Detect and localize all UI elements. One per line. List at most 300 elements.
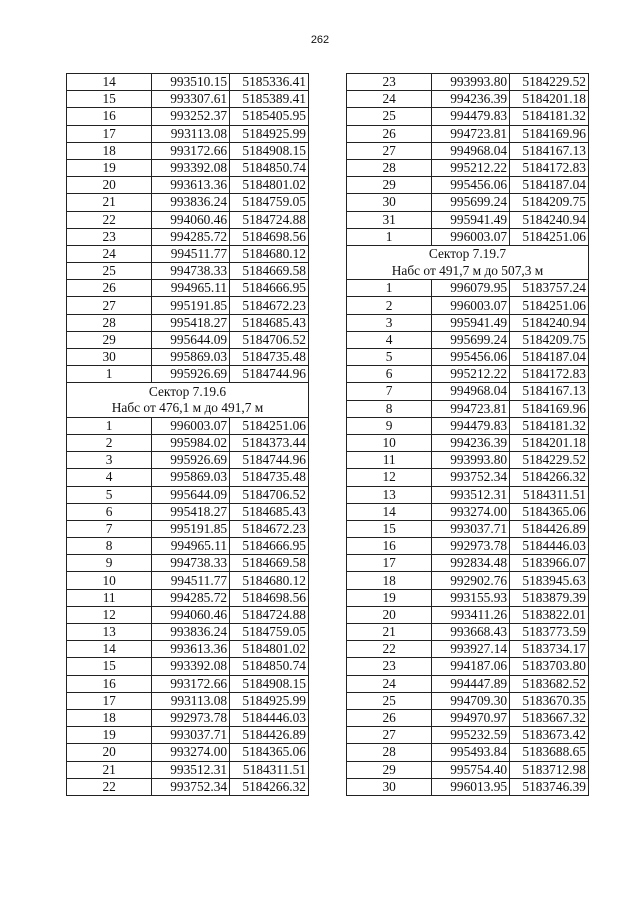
table-row xyxy=(67,572,309,589)
y-coordinate: 5184925.99 xyxy=(230,692,309,709)
table-row xyxy=(347,675,589,692)
x-coordinate: 993172.66 xyxy=(152,675,230,692)
table-row xyxy=(347,641,589,658)
table-row xyxy=(67,658,309,675)
table-row xyxy=(67,263,309,280)
x-coordinate: 994060.46 xyxy=(152,606,230,623)
table-row xyxy=(347,159,589,176)
y-coordinate: 5183773.59 xyxy=(510,624,589,641)
x-coordinate: 994187.06 xyxy=(432,658,510,675)
y-coordinate: 5185389.41 xyxy=(230,91,309,108)
x-coordinate: 994479.83 xyxy=(432,417,510,434)
point-number: 5 xyxy=(347,349,432,366)
y-coordinate: 5183746.39 xyxy=(510,778,589,795)
table-row xyxy=(347,142,589,159)
table-row xyxy=(347,91,589,108)
x-coordinate: 993307.61 xyxy=(152,91,230,108)
table-row xyxy=(347,589,589,606)
y-coordinate: 5184266.32 xyxy=(230,778,309,795)
y-coordinate: 5184167.13 xyxy=(510,383,589,400)
y-coordinate: 5184251.06 xyxy=(230,417,309,434)
sector-range: Набс от 491,7 м до 507,3 м xyxy=(347,263,589,280)
table-row xyxy=(67,503,309,520)
table-row xyxy=(67,709,309,726)
point-number: 12 xyxy=(67,606,152,623)
table-row xyxy=(347,658,589,675)
x-coordinate: 993392.08 xyxy=(152,159,230,176)
point-number: 12 xyxy=(347,469,432,486)
y-coordinate: 5184266.32 xyxy=(510,469,589,486)
y-coordinate: 5184172.83 xyxy=(510,159,589,176)
rows-top xyxy=(347,74,589,246)
y-coordinate: 5184251.06 xyxy=(510,228,589,245)
table-row xyxy=(67,538,309,555)
point-number: 1 xyxy=(347,228,432,245)
x-coordinate: 993512.31 xyxy=(432,486,510,503)
y-coordinate: 5184167.13 xyxy=(510,142,589,159)
table-row xyxy=(347,211,589,228)
x-coordinate: 993927.14 xyxy=(432,641,510,658)
x-coordinate: 994968.04 xyxy=(432,142,510,159)
point-number: 8 xyxy=(347,400,432,417)
table-row xyxy=(347,452,589,469)
table-row xyxy=(347,520,589,537)
table-row xyxy=(347,692,589,709)
y-coordinate: 5184426.89 xyxy=(230,727,309,744)
x-coordinate: 995191.85 xyxy=(152,297,230,314)
x-coordinate: 993155.93 xyxy=(432,589,510,606)
table-row xyxy=(67,692,309,709)
point-number: 19 xyxy=(347,589,432,606)
y-coordinate: 5183670.35 xyxy=(510,692,589,709)
y-coordinate: 5184311.51 xyxy=(510,486,589,503)
y-coordinate: 5184698.56 xyxy=(230,589,309,606)
point-number: 24 xyxy=(67,245,152,262)
x-coordinate: 994970.97 xyxy=(432,709,510,726)
y-coordinate: 5184925.99 xyxy=(230,125,309,142)
x-coordinate: 995644.09 xyxy=(152,331,230,348)
x-coordinate: 995699.24 xyxy=(432,194,510,211)
table-row xyxy=(347,606,589,623)
x-coordinate: 995699.24 xyxy=(432,331,510,348)
x-coordinate: 993274.00 xyxy=(152,744,230,761)
rows-top xyxy=(67,74,309,383)
rows-bottom xyxy=(347,280,589,796)
rows-bottom xyxy=(67,417,309,795)
table-row xyxy=(67,349,309,366)
y-coordinate: 5184209.75 xyxy=(510,194,589,211)
table-row xyxy=(67,641,309,658)
table-row xyxy=(67,589,309,606)
point-number: 22 xyxy=(67,778,152,795)
point-number: 9 xyxy=(67,555,152,572)
y-coordinate: 5184446.03 xyxy=(230,709,309,726)
point-number: 23 xyxy=(347,74,432,91)
table-row xyxy=(67,778,309,795)
y-coordinate: 5184801.02 xyxy=(230,177,309,194)
y-coordinate: 5184201.18 xyxy=(510,434,589,451)
point-number: 23 xyxy=(67,228,152,245)
point-number: 30 xyxy=(347,194,432,211)
table-row xyxy=(347,572,589,589)
y-coordinate: 5185336.41 xyxy=(230,74,309,91)
y-coordinate: 5184672.23 xyxy=(230,297,309,314)
x-coordinate: 995212.22 xyxy=(432,366,510,383)
y-coordinate: 5184169.96 xyxy=(510,125,589,142)
point-number: 15 xyxy=(347,520,432,537)
point-number: 16 xyxy=(347,538,432,555)
point-number: 20 xyxy=(67,177,152,194)
x-coordinate: 995926.69 xyxy=(152,452,230,469)
y-coordinate: 5184706.52 xyxy=(230,331,309,348)
table-row xyxy=(347,434,589,451)
table-row xyxy=(347,177,589,194)
x-coordinate: 995493.84 xyxy=(432,744,510,761)
y-coordinate: 5184666.95 xyxy=(230,280,309,297)
table-row xyxy=(67,727,309,744)
y-coordinate: 5183966.07 xyxy=(510,555,589,572)
table-row xyxy=(67,366,309,383)
x-coordinate: 996003.07 xyxy=(432,228,510,245)
table-row xyxy=(67,520,309,537)
table-row xyxy=(67,331,309,348)
table-row xyxy=(347,74,589,91)
x-coordinate: 994511.77 xyxy=(152,245,230,262)
y-coordinate: 5184229.52 xyxy=(510,74,589,91)
table-row xyxy=(347,486,589,503)
point-number: 29 xyxy=(67,331,152,348)
y-coordinate: 5184365.06 xyxy=(510,503,589,520)
table-row xyxy=(67,452,309,469)
point-number: 24 xyxy=(347,91,432,108)
y-coordinate: 5184759.05 xyxy=(230,624,309,641)
y-coordinate: 5184744.96 xyxy=(230,452,309,469)
point-number: 16 xyxy=(67,675,152,692)
y-coordinate: 5183667.32 xyxy=(510,709,589,726)
point-number: 27 xyxy=(67,297,152,314)
y-coordinate: 5184669.58 xyxy=(230,555,309,572)
x-coordinate: 995941.49 xyxy=(432,314,510,331)
table-row xyxy=(67,280,309,297)
x-coordinate: 994285.72 xyxy=(152,589,230,606)
x-coordinate: 995754.40 xyxy=(432,761,510,778)
point-number: 11 xyxy=(347,452,432,469)
x-coordinate: 994965.11 xyxy=(152,280,230,297)
point-number: 17 xyxy=(347,555,432,572)
y-coordinate: 5184698.56 xyxy=(230,228,309,245)
point-number: 26 xyxy=(347,709,432,726)
y-coordinate: 5184801.02 xyxy=(230,641,309,658)
y-coordinate: 5185405.95 xyxy=(230,108,309,125)
point-number: 14 xyxy=(347,503,432,520)
point-number: 20 xyxy=(347,606,432,623)
point-number: 10 xyxy=(67,572,152,589)
y-coordinate: 5184240.94 xyxy=(510,211,589,228)
x-coordinate: 993993.80 xyxy=(432,74,510,91)
y-coordinate: 5184724.88 xyxy=(230,606,309,623)
coordinates-table-left xyxy=(66,73,309,796)
table-row xyxy=(347,727,589,744)
table-row xyxy=(67,211,309,228)
x-coordinate: 992834.48 xyxy=(432,555,510,572)
y-coordinate: 5184187.04 xyxy=(510,177,589,194)
table-row xyxy=(347,297,589,314)
point-number: 27 xyxy=(347,142,432,159)
y-coordinate: 5184169.96 xyxy=(510,400,589,417)
point-number: 23 xyxy=(347,658,432,675)
point-number: 22 xyxy=(347,641,432,658)
point-number: 7 xyxy=(347,383,432,400)
table-row xyxy=(67,417,309,434)
page-number: 262 xyxy=(310,34,330,46)
x-coordinate: 994738.33 xyxy=(152,263,230,280)
point-number: 2 xyxy=(347,297,432,314)
point-number: 6 xyxy=(67,503,152,520)
x-coordinate: 994968.04 xyxy=(432,383,510,400)
y-coordinate: 5183879.39 xyxy=(510,589,589,606)
x-coordinate: 995418.27 xyxy=(152,314,230,331)
point-number: 26 xyxy=(347,125,432,142)
y-coordinate: 5184240.94 xyxy=(510,314,589,331)
x-coordinate: 993836.24 xyxy=(152,624,230,641)
x-coordinate: 993510.15 xyxy=(152,74,230,91)
y-coordinate: 5184373.44 xyxy=(230,434,309,451)
sector-range: Набс от 476,1 м до 491,7 м xyxy=(67,400,309,417)
table-row xyxy=(67,159,309,176)
x-coordinate: 996013.95 xyxy=(432,778,510,795)
y-coordinate: 5184426.89 xyxy=(510,520,589,537)
x-coordinate: 994479.83 xyxy=(432,108,510,125)
table-row xyxy=(347,778,589,795)
point-number: 10 xyxy=(347,434,432,451)
point-number: 29 xyxy=(347,761,432,778)
x-coordinate: 993993.80 xyxy=(432,452,510,469)
point-number: 24 xyxy=(347,675,432,692)
table-row xyxy=(347,108,589,125)
coordinates-table-right xyxy=(346,73,589,796)
y-coordinate: 5184251.06 xyxy=(510,297,589,314)
y-coordinate: 5184680.12 xyxy=(230,572,309,589)
y-coordinate: 5184446.03 xyxy=(510,538,589,555)
y-coordinate: 5183688.65 xyxy=(510,744,589,761)
table-row xyxy=(67,624,309,641)
table-row xyxy=(67,761,309,778)
x-coordinate: 994447.89 xyxy=(432,675,510,692)
y-coordinate: 5184735.48 xyxy=(230,349,309,366)
sector-title: Сектор 7.19.7 xyxy=(347,245,589,262)
table-row xyxy=(347,709,589,726)
point-number: 18 xyxy=(347,572,432,589)
y-coordinate: 5184680.12 xyxy=(230,245,309,262)
point-number: 16 xyxy=(67,108,152,125)
y-coordinate: 5184672.23 xyxy=(230,520,309,537)
point-number: 28 xyxy=(67,314,152,331)
point-number: 6 xyxy=(347,366,432,383)
x-coordinate: 995212.22 xyxy=(432,159,510,176)
x-coordinate: 992973.78 xyxy=(432,538,510,555)
table-row xyxy=(67,297,309,314)
table-row xyxy=(67,177,309,194)
x-coordinate: 994060.46 xyxy=(152,211,230,228)
point-number: 11 xyxy=(67,589,152,606)
point-number: 19 xyxy=(67,159,152,176)
point-number: 3 xyxy=(67,452,152,469)
table-row xyxy=(347,349,589,366)
table-row xyxy=(67,194,309,211)
table-row xyxy=(347,624,589,641)
point-number: 28 xyxy=(347,159,432,176)
y-coordinate: 5184744.96 xyxy=(230,366,309,383)
table-row xyxy=(347,314,589,331)
x-coordinate: 993037.71 xyxy=(152,727,230,744)
x-coordinate: 994738.33 xyxy=(152,555,230,572)
y-coordinate: 5183712.98 xyxy=(510,761,589,778)
point-number: 20 xyxy=(67,744,152,761)
point-number: 21 xyxy=(347,624,432,641)
point-number: 4 xyxy=(67,469,152,486)
table-row xyxy=(67,555,309,572)
point-number: 14 xyxy=(67,74,152,91)
y-coordinate: 5184666.95 xyxy=(230,538,309,555)
point-number: 4 xyxy=(347,331,432,348)
x-coordinate: 994723.81 xyxy=(432,125,510,142)
x-coordinate: 995191.85 xyxy=(152,520,230,537)
point-number: 18 xyxy=(67,709,152,726)
y-coordinate: 5183682.52 xyxy=(510,675,589,692)
y-coordinate: 5184365.06 xyxy=(230,744,309,761)
table-row xyxy=(67,606,309,623)
table-row xyxy=(347,761,589,778)
x-coordinate: 994709.30 xyxy=(432,692,510,709)
x-coordinate: 992902.76 xyxy=(432,572,510,589)
x-coordinate: 994723.81 xyxy=(432,400,510,417)
x-coordinate: 993113.08 xyxy=(152,692,230,709)
x-coordinate: 993613.36 xyxy=(152,177,230,194)
x-coordinate: 993836.24 xyxy=(152,194,230,211)
x-coordinate: 993752.34 xyxy=(152,778,230,795)
table-row xyxy=(67,314,309,331)
y-coordinate: 5183757.24 xyxy=(510,280,589,297)
table-row xyxy=(67,142,309,159)
point-number: 30 xyxy=(67,349,152,366)
point-number: 28 xyxy=(347,744,432,761)
table-row xyxy=(67,675,309,692)
point-number: 1 xyxy=(347,280,432,297)
point-number: 1 xyxy=(67,366,152,383)
point-number: 31 xyxy=(347,211,432,228)
point-number: 9 xyxy=(347,417,432,434)
y-coordinate: 5183822.01 xyxy=(510,606,589,623)
point-number: 29 xyxy=(347,177,432,194)
table-row xyxy=(347,228,589,245)
table-row xyxy=(347,503,589,520)
point-number: 7 xyxy=(67,520,152,537)
point-number: 25 xyxy=(347,108,432,125)
x-coordinate: 993037.71 xyxy=(432,520,510,537)
x-coordinate: 995456.06 xyxy=(432,349,510,366)
x-coordinate: 996079.95 xyxy=(432,280,510,297)
point-number: 5 xyxy=(67,486,152,503)
y-coordinate: 5184850.74 xyxy=(230,658,309,675)
point-number: 18 xyxy=(67,142,152,159)
x-coordinate: 995418.27 xyxy=(152,503,230,520)
y-coordinate: 5183673.42 xyxy=(510,727,589,744)
y-coordinate: 5184908.15 xyxy=(230,142,309,159)
table-row xyxy=(67,108,309,125)
x-coordinate: 995869.03 xyxy=(152,349,230,366)
point-number: 8 xyxy=(67,538,152,555)
point-number: 30 xyxy=(347,778,432,795)
y-coordinate: 5184759.05 xyxy=(230,194,309,211)
point-number: 13 xyxy=(347,486,432,503)
table-row xyxy=(67,228,309,245)
point-number: 21 xyxy=(67,761,152,778)
x-coordinate: 995926.69 xyxy=(152,366,230,383)
x-coordinate: 993512.31 xyxy=(152,761,230,778)
x-coordinate: 993274.00 xyxy=(432,503,510,520)
table-row xyxy=(67,91,309,108)
point-number: 25 xyxy=(347,692,432,709)
table-row xyxy=(347,538,589,555)
table-row xyxy=(67,434,309,451)
table-row xyxy=(67,245,309,262)
x-coordinate: 995984.02 xyxy=(152,434,230,451)
table-row xyxy=(347,555,589,572)
table-row xyxy=(347,280,589,297)
table-row xyxy=(67,74,309,91)
x-coordinate: 993411.26 xyxy=(432,606,510,623)
x-coordinate: 993613.36 xyxy=(152,641,230,658)
y-coordinate: 5184706.52 xyxy=(230,486,309,503)
point-number: 25 xyxy=(67,263,152,280)
x-coordinate: 994511.77 xyxy=(152,572,230,589)
sector-title: Сектор 7.19.6 xyxy=(67,383,309,400)
table-row xyxy=(347,366,589,383)
x-coordinate: 995232.59 xyxy=(432,727,510,744)
y-coordinate: 5184669.58 xyxy=(230,263,309,280)
point-number: 2 xyxy=(67,434,152,451)
x-coordinate: 994236.39 xyxy=(432,434,510,451)
y-coordinate: 5184181.32 xyxy=(510,108,589,125)
table-row xyxy=(347,125,589,142)
y-coordinate: 5184181.32 xyxy=(510,417,589,434)
x-coordinate: 993172.66 xyxy=(152,142,230,159)
table-row xyxy=(347,417,589,434)
point-number: 27 xyxy=(347,727,432,744)
table-row xyxy=(67,125,309,142)
y-coordinate: 5184735.48 xyxy=(230,469,309,486)
point-number: 15 xyxy=(67,91,152,108)
x-coordinate: 992973.78 xyxy=(152,709,230,726)
table-row xyxy=(67,744,309,761)
point-number: 1 xyxy=(67,417,152,434)
x-coordinate: 993392.08 xyxy=(152,658,230,675)
point-number: 13 xyxy=(67,624,152,641)
table-row xyxy=(67,486,309,503)
y-coordinate: 5184229.52 xyxy=(510,452,589,469)
table-row xyxy=(347,194,589,211)
y-coordinate: 5184201.18 xyxy=(510,91,589,108)
point-number: 17 xyxy=(67,125,152,142)
y-coordinate: 5184908.15 xyxy=(230,675,309,692)
point-number: 15 xyxy=(67,658,152,675)
y-coordinate: 5184172.83 xyxy=(510,366,589,383)
table-row xyxy=(347,400,589,417)
point-number: 17 xyxy=(67,692,152,709)
y-coordinate: 5184724.88 xyxy=(230,211,309,228)
point-number: 21 xyxy=(67,194,152,211)
y-coordinate: 5184209.75 xyxy=(510,331,589,348)
